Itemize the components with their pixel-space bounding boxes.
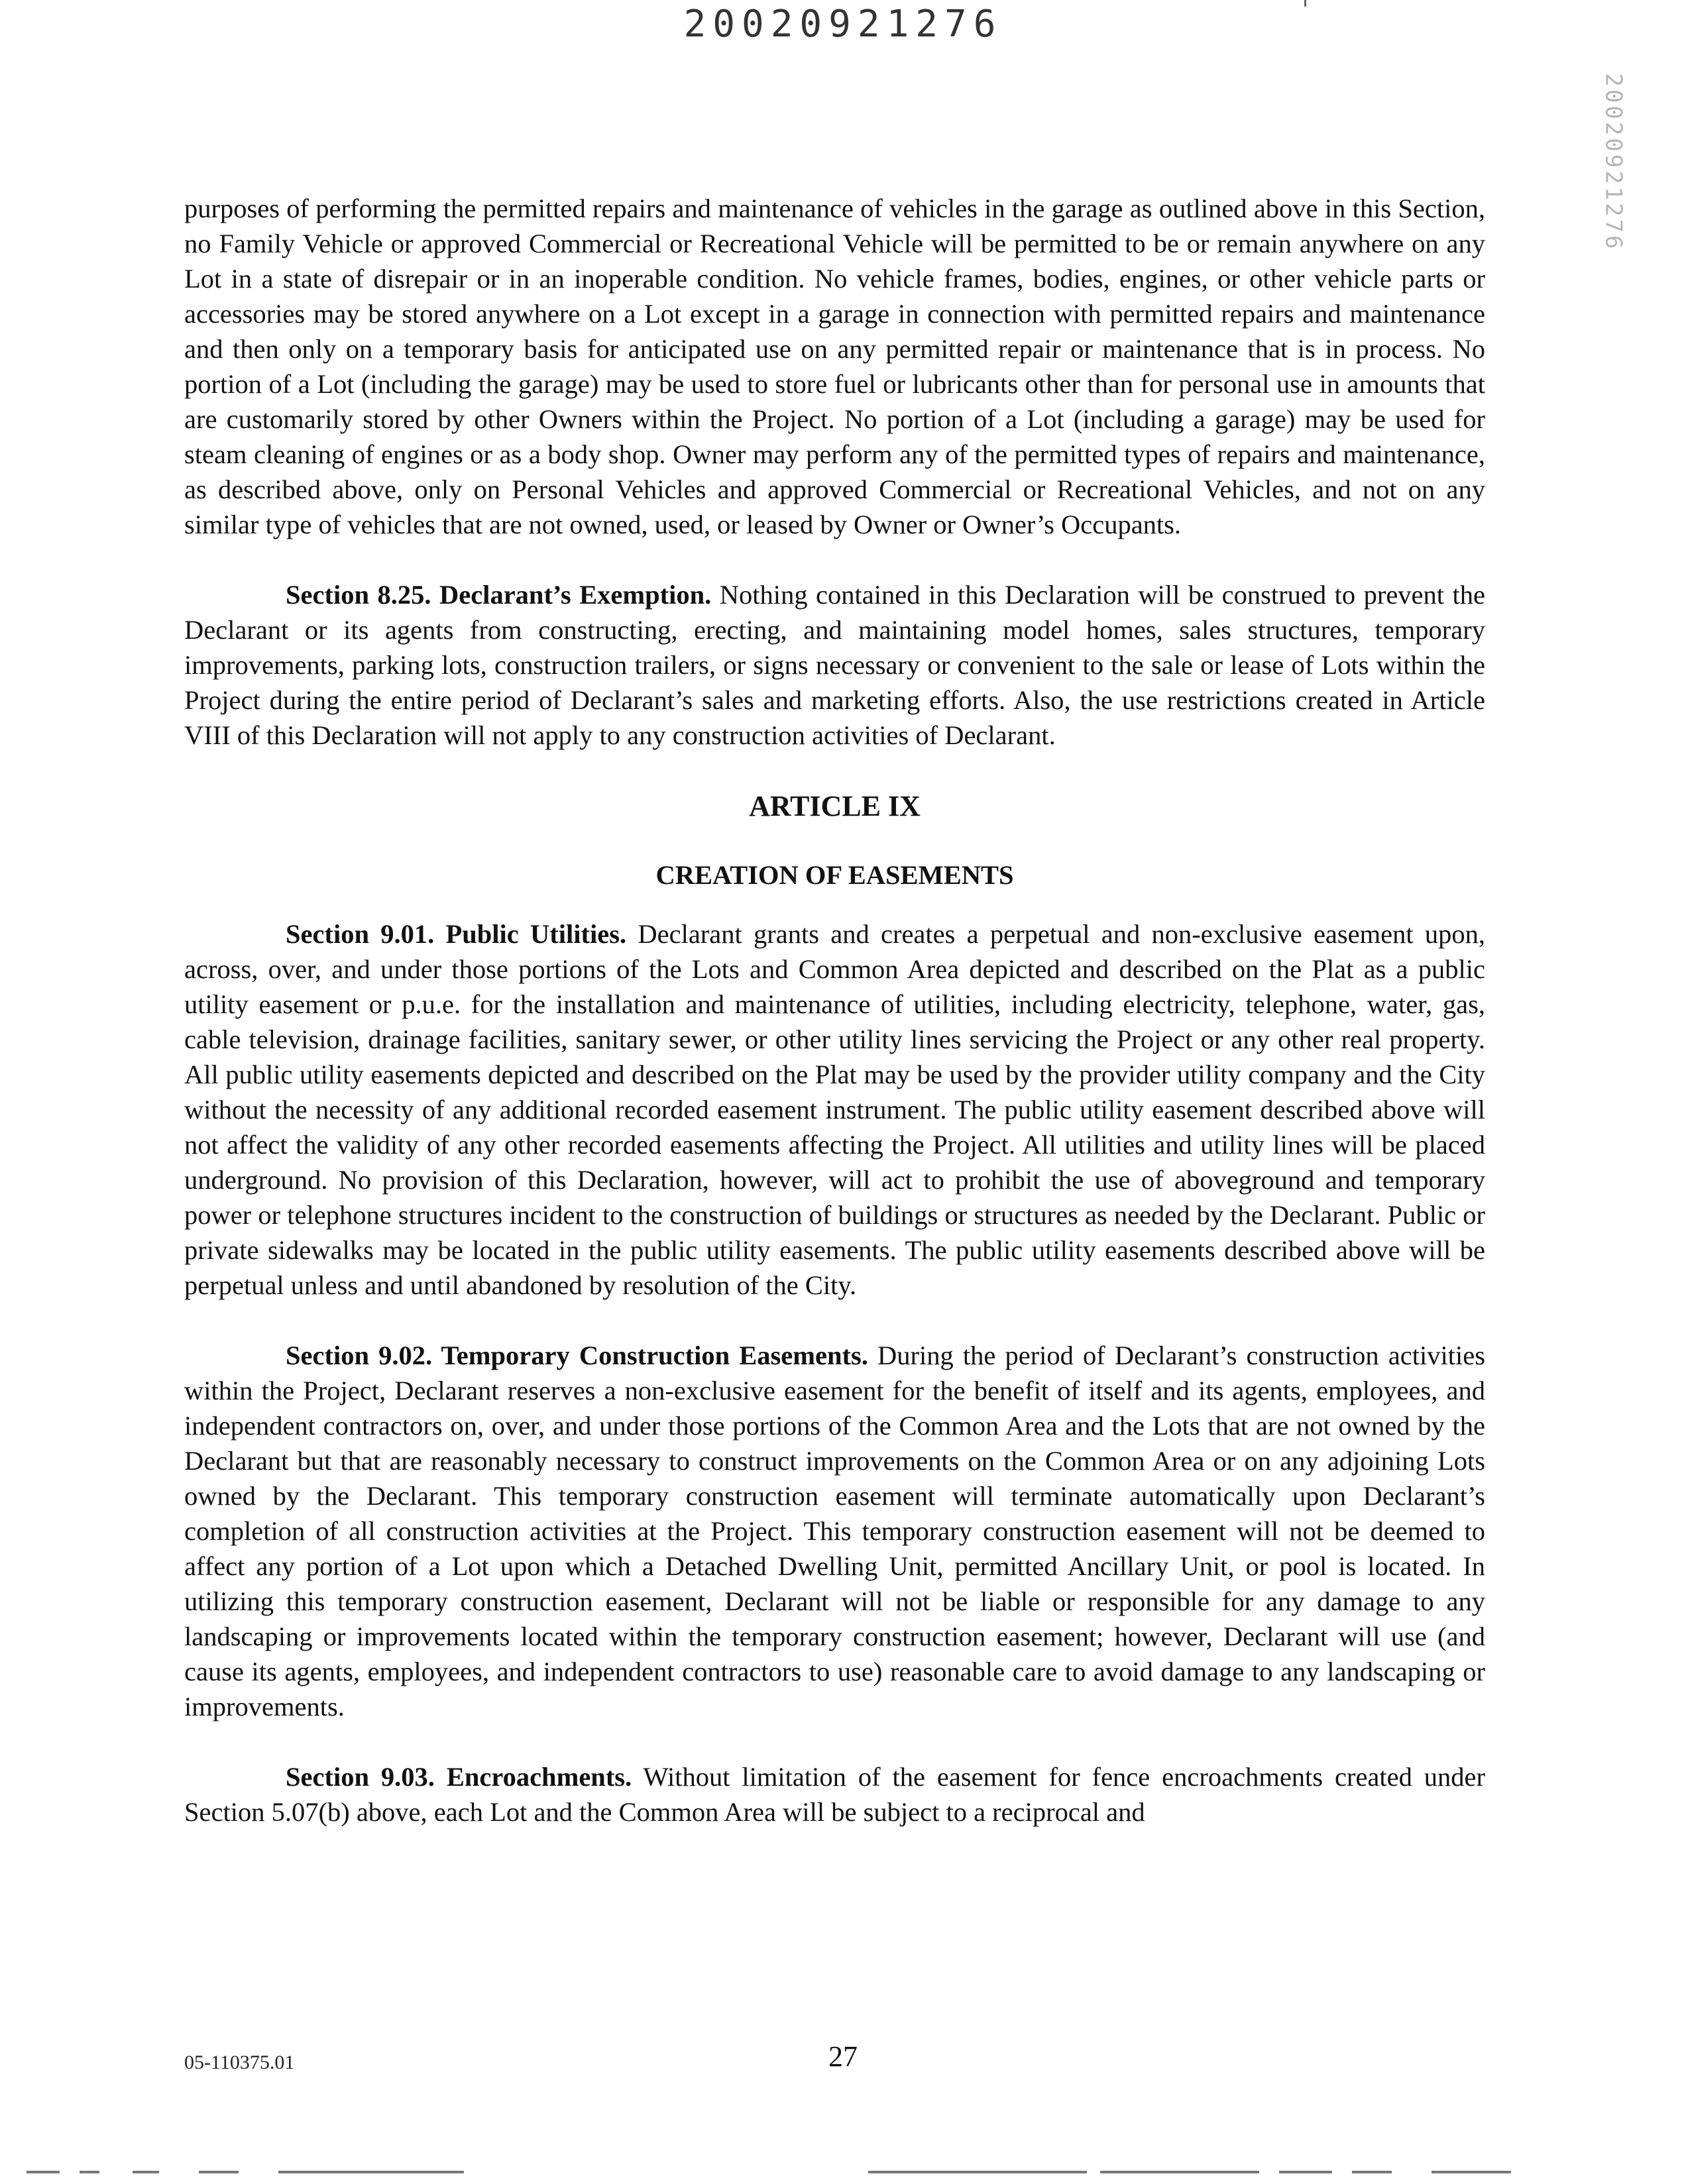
- article-title: ARTICLE IX: [749, 790, 921, 822]
- side-recording-stamp: [1601, 73, 1628, 252]
- article-subtitle: CREATION OF EASEMENTS: [655, 860, 1014, 890]
- section-8-25: [184, 577, 1485, 753]
- section-9-03-heading: Section 9.03. Encroachments.: [286, 1762, 632, 1792]
- document-number: 20020921276: [683, 3, 1003, 46]
- section-9-01: [184, 916, 1485, 1303]
- section-9-02: [184, 1338, 1485, 1724]
- section-8-25-heading: Section 8.25. Declarant’s Exemption.: [286, 580, 712, 610]
- section-9-03-text: Without limitation of the easement for fence encroachments created under Section 5.07(b) above, each Lot and the Common Area will be subject to a reciprocal and: [184, 1762, 1485, 1827]
- section-9-03: [184, 1759, 1485, 1829]
- continuation-paragraph: purposes of performing the permitted repairs and maintenance of vehicles in the garage as outlined above in this Section, no Family Vehicle or approved Commercial or Recreational Vehicle will be permitted to be or remain anywhere on any Lot in a state of disrepair or in an inoperable condition. No vehicle frames, bodies, engines, or other vehicle parts or accessories may be stored anywhere on a Lot except in a garage in connection with permitted repairs and maintenance and then only on a temporary basis for anticipated use on any permitted repair or maintenance that is in process. No portion of a Lot (including the garage) may be used to store fuel or lubricants other than for personal use in amounts that are customarily stored by other Owners within the Project. No portion of a Lot (including a garage) may be used for steam cleaning of engines or as a body shop. Owner may perform any of the permitted types of repairs and maintenance, as described above, only on Personal Vehicles and approved Commercial or Recreational Vehicles, and not on any similar type of vehicles that are not owned, used, or leased by Owner or Owner’s Occupants.: [184, 193, 1485, 539]
- scan-tick-mark: [1304, 0, 1306, 7]
- section-9-02-heading: Section 9.02. Temporary Construction Easements.: [286, 1340, 868, 1370]
- section-8-25-text: Nothing contained in this Declaration will be construed to prevent the Declarant or its agents from constructing, erecting, and maintaining model homes, sales structures, temporary improvements, parking lots, construction trailers, or signs necessary or convenient to the sale or lease of Lots within the Project during the entire period of Declarant’s sales and marketing efforts. Also, the use restrictions created in Article VIII of this Declaration will not apply to any construction activities of Declarant.: [184, 580, 1485, 750]
- section-9-01-text: Declarant grants and creates a perpetual and non-exclusive easement upon, across, over, and under those portions of the Lots and Common Area depicted and described on the Plat as a public utility easement or p.u.e. for the installation and maintenance of utilities, including electricity, telephone, water, gas, cable television, drainage facilities, sanitary sewer, or other utility lines servicing the Project or any other real property. All public utility easements depicted and described on the Plat may be used by the provider utility company and the City without the necessity of any additional recorded easement instrument. The public utility easement described above will not affect the validity of any other recorded easements affecting the Project. All utilities and utility lines will be placed underground. No provision of this Declaration, however, will act to prohibit the use of aboveground and temporary power or telephone structures incident to the construction of buildings or structures as needed by the Declarant. Public or private sidewalks may be located in the public utility easements. The public utility easements described above will be perpetual unless and until abandoned by resolution of the City.: [184, 919, 1486, 1300]
- side-stamp-text: 20020921276: [1601, 73, 1628, 252]
- section-9-02-text: During the period of Declarant’s construction activities within the Project, Declarant reserves a non-exclusive easement for the benefit of itself and its agents, employees, and independent contractors on, over, and under those portions of the Common Area and the Lots that are not owned by the Declarant but that are reasonably necessary to construct improvements on the Common Area or on any adjoining Lots owned by the Declarant. This temporary construction easement will terminate automatically upon Declarant’s completion of all construction activities at the Project. This temporary construction easement will not be deemed to affect any portion of a Lot upon which a Detached Dwelling Unit, permitted Ancillary Unit, or pool is located. In utilizing this temporary construction easement, Declarant will not be liable or responsible for any damage to any landscaping or improvements located within the temporary construction easement; however, Declarant will use (and cause its agents, employees, and independent contractors to use) reasonable care to avoid damage to any landscaping or improvements.: [184, 1340, 1485, 1721]
- page-number: 27: [828, 2040, 858, 2073]
- section-9-01-heading: Section 9.01. Public Utilities.: [286, 919, 627, 949]
- scan-edge-marks: [0, 2171, 1686, 2176]
- footer-document-code: 05-110375.01: [184, 2051, 295, 2073]
- document-body: [184, 191, 1485, 1829]
